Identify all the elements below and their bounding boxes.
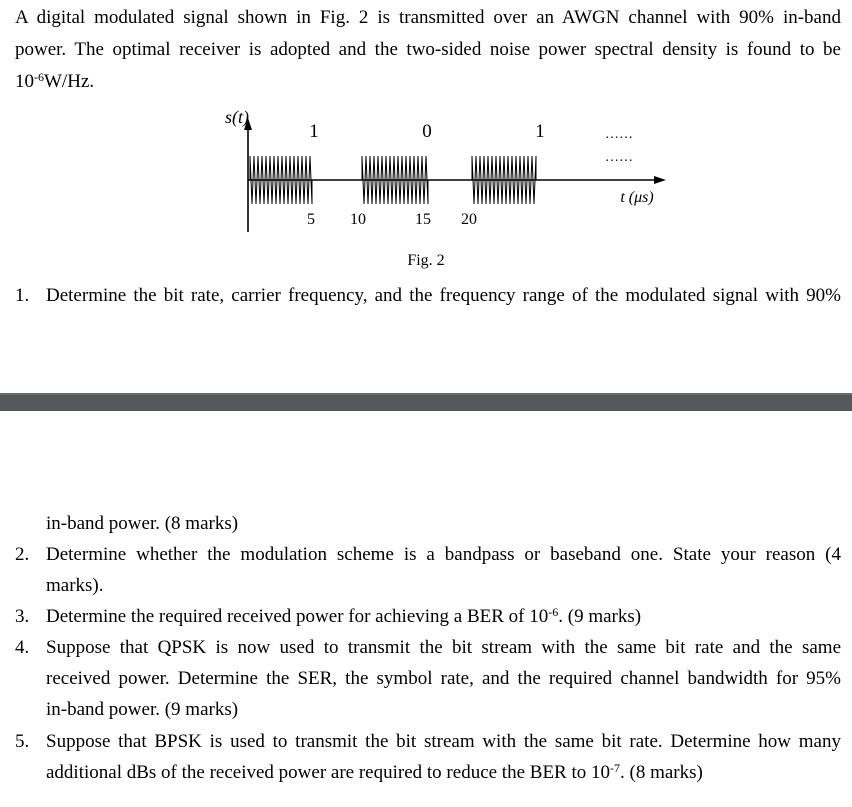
continuation-dots-top: …… bbox=[605, 127, 633, 142]
x-tick-20: 20 bbox=[461, 211, 477, 228]
x-tick-5: 5 bbox=[307, 211, 315, 228]
question-5-text: additional dBs of the received power are required to reduce the BER to 10 bbox=[46, 762, 610, 783]
y-axis-label: s(t) bbox=[225, 107, 249, 127]
intro-line-3 bbox=[15, 66, 841, 98]
question-1-line-2: in-band power. (8 marks) bbox=[46, 513, 239, 534]
question-5-exponent: -7 bbox=[610, 761, 620, 775]
bit-label-3: 1 bbox=[535, 121, 545, 142]
bit-label-2: 0 bbox=[422, 121, 432, 142]
question-2-line-2: marks). bbox=[46, 575, 104, 596]
x-axis-arrow bbox=[654, 176, 666, 184]
x-axis-label: t (μs) bbox=[620, 189, 654, 206]
question-5-marks: . (8 marks) bbox=[620, 762, 703, 783]
burst-bit-1 bbox=[250, 156, 312, 204]
x-tick-10: 10 bbox=[350, 211, 366, 228]
x-tick-15: 15 bbox=[415, 211, 431, 228]
figure-caption: Fig. 2 bbox=[407, 252, 445, 269]
question-2-line-1: Determine whether the modulation scheme is a bandpass or baseband one. State your reason (4 bbox=[46, 544, 841, 565]
question-5-number: 5. bbox=[15, 731, 30, 752]
continuation-dots-bottom: …… bbox=[605, 150, 633, 165]
intro-psd-unit: W/Hz. bbox=[44, 71, 95, 92]
question-4-line-3: in-band power. (9 marks) bbox=[46, 699, 239, 720]
question-2-number: 2. bbox=[15, 544, 30, 565]
question-4-line-2: received power. Determine the SER, the symbol rate, and the required channel bandwidth for 95% bbox=[46, 668, 841, 689]
question-3-marks: . (9 marks) bbox=[558, 606, 642, 627]
intro-psd-exponent: -6 bbox=[34, 70, 44, 84]
page-break-divider bbox=[0, 393, 852, 411]
question-3-exponent: -6 bbox=[548, 605, 559, 619]
intro-psd-base: 10 bbox=[15, 71, 34, 92]
question-5-line-1: Suppose that BPSK is used to transmit the bit stream with the same bit rate. Determine how many bbox=[46, 731, 841, 752]
question-1-number: 1. bbox=[15, 285, 30, 306]
question-4-line-1: Suppose that QPSK is now used to transmit the bit stream with the same bit rate and the same bbox=[46, 637, 841, 658]
question-1-line-1: Determine the bit rate, carrier frequency, and the frequency range of the modulated signal with 90% bbox=[46, 285, 841, 306]
question-5-line-2 bbox=[46, 757, 841, 788]
problem-intro bbox=[15, 2, 841, 98]
question-3-line-1 bbox=[46, 601, 841, 632]
question-4-number: 4. bbox=[15, 637, 30, 658]
intro-line-1: A digital modulated signal shown in Fig. 2 is transmitted over an AWGN channel with 90% in-band bbox=[15, 7, 841, 28]
question-3-number: 3. bbox=[15, 606, 30, 627]
intro-line-2: power. The optimal receiver is adopted and the two-sided noise power spectral density is found to be bbox=[15, 39, 841, 60]
bit-label-1: 1 bbox=[309, 121, 319, 142]
question-3-text: Determine the required received power for achieving a BER of 10 bbox=[46, 606, 549, 627]
